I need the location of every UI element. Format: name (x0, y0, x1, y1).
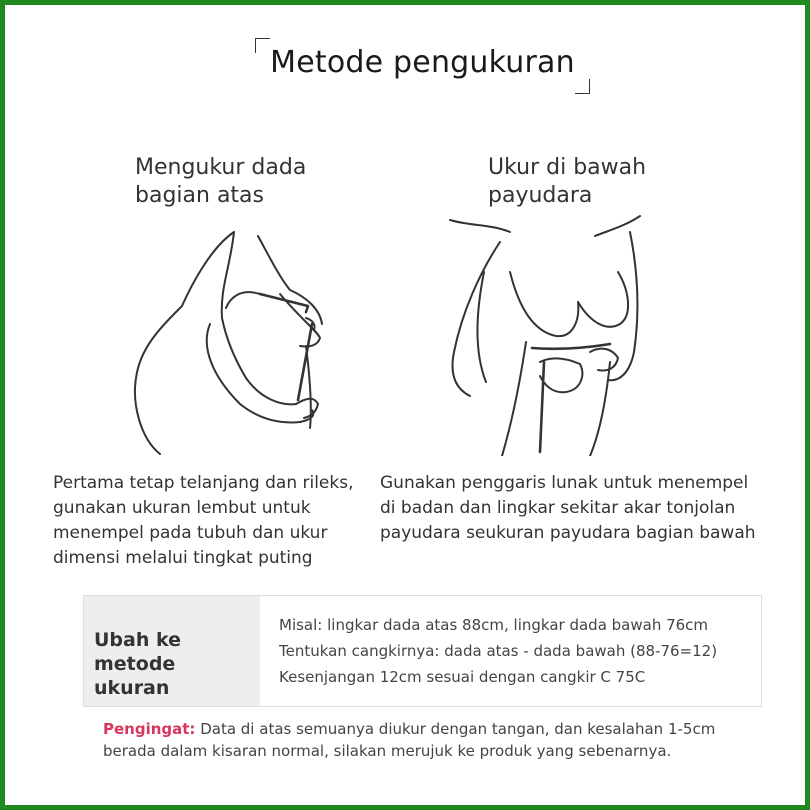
reminder-label: Pengingat: (103, 720, 196, 738)
conversion-label: Ubah ke metode ukuran (94, 629, 182, 699)
page-title: Metode pengukuran (270, 45, 575, 80)
heading-under-bust: Ukur di bawah payudara (488, 155, 647, 208)
reminder-note (103, 718, 763, 762)
conversion-label-cell (84, 596, 260, 706)
title-corner-bottom-right (575, 79, 590, 94)
reminder-text: Data di atas semuanya diukur dengan tangan, dan kesalahan 1-5cm berada dalam kisaran normal, silakan merujuk ke produk yang sebenarnya. (103, 720, 716, 760)
under-bust-illustration (440, 212, 655, 456)
conversion-lines (279, 612, 759, 690)
conversion-example-line: Misal: lingkar dada atas 88cm, lingkar dada bawah 76cm (279, 616, 709, 634)
upper-bust-description: Pertama tetap telanjang dan rileks, gunakan ukuran lembut untuk menempel pada tubuh dan ukur dimensi melalui tingkat puting (53, 473, 354, 568)
upper-bust-illustration (130, 228, 350, 456)
title-block (255, 38, 590, 94)
conversion-box (83, 595, 762, 707)
heading-upper-bust: Mengukur dada bagian atas (135, 155, 307, 208)
under-bust-description: Gunakan penggaris lunak untuk menempel di badan dan lingkar sekitar akar tonjolan payudara seukuran payudara bagian bawah (380, 473, 756, 543)
conversion-result-line: Kesenjangan 12cm sesuai dengan cangkir C 75C (279, 668, 646, 686)
conversion-cup-line: Tentukan cangkirnya: dada atas - dada bawah (88-76=12) (279, 642, 718, 660)
